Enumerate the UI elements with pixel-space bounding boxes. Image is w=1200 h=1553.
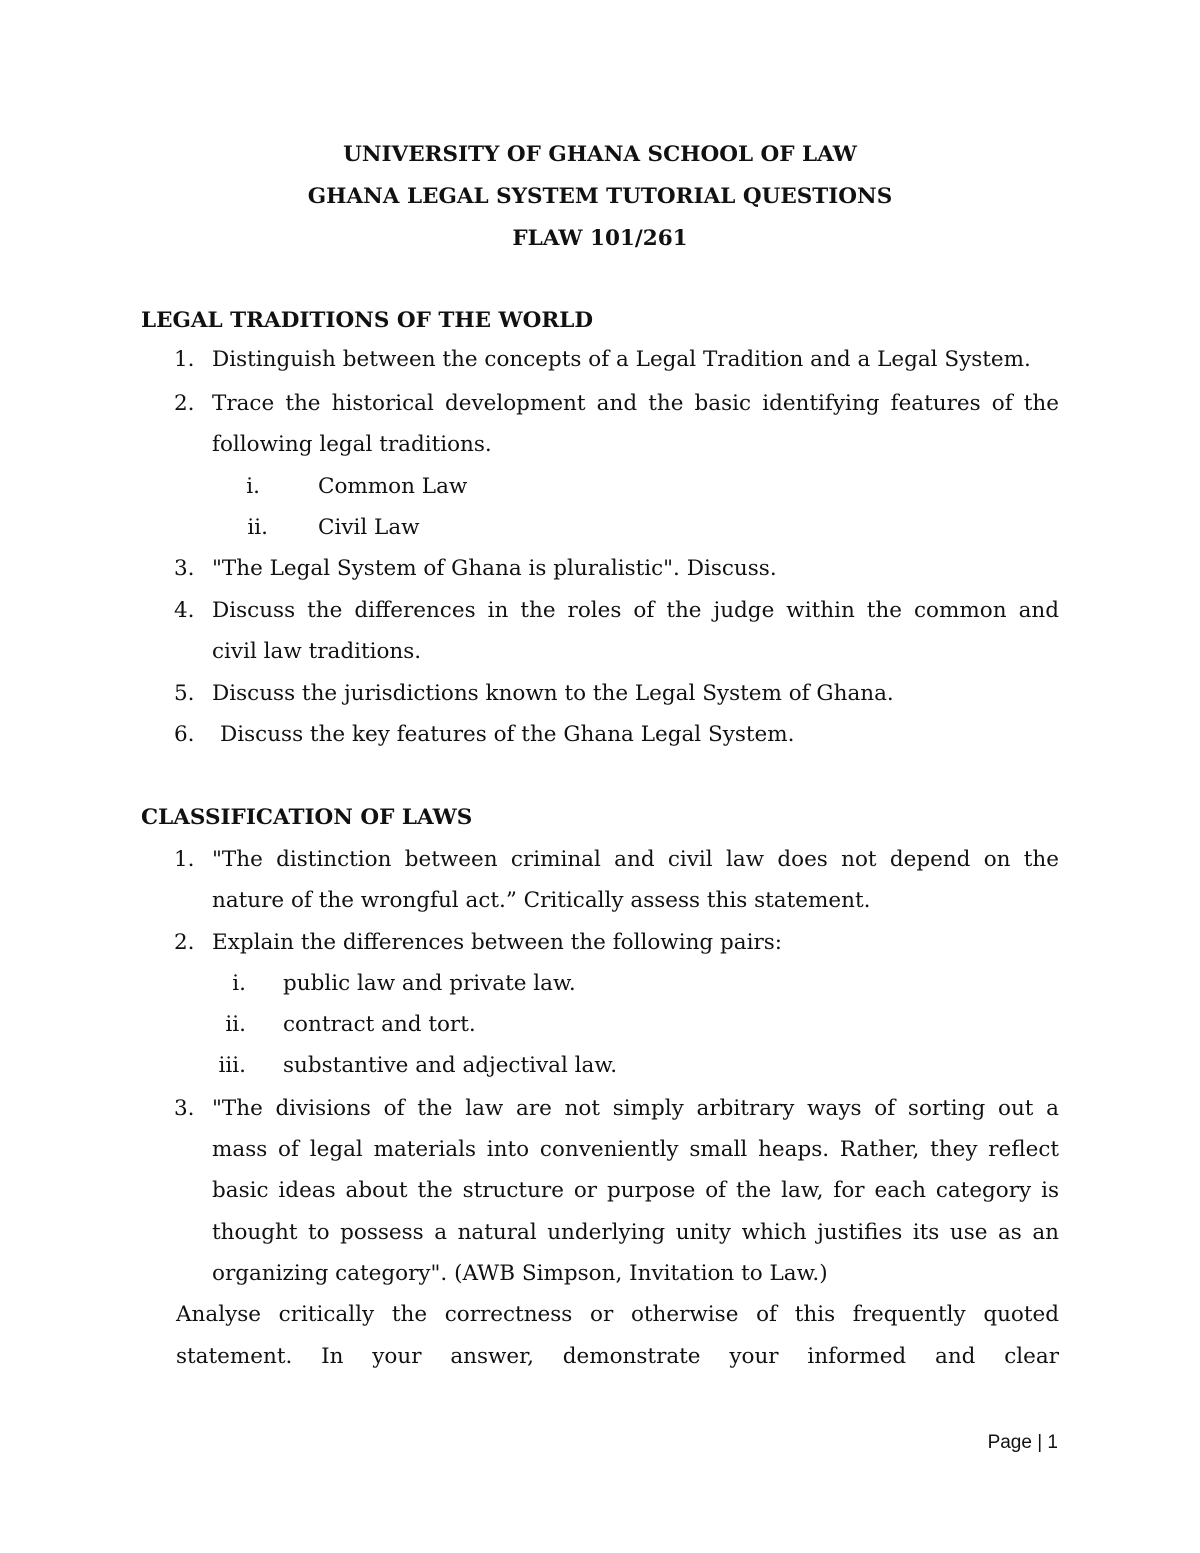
list-item-text: thought to possess a natural underlying unity which justifies its use as an [212, 1220, 1059, 1245]
page-number: Page | 1 [987, 1432, 1058, 1453]
list-item-text: organizing category". (AWB Simpson, Invitation to Law.) [212, 1261, 828, 1286]
university-title: UNIVERSITY OF GHANA SCHOOL OF LAW [343, 142, 857, 167]
list-item-text: "The divisions of the law are not simply arbitrary ways of sorting out a [212, 1096, 1059, 1121]
list-item-text: Trace the historical development and the basic identifying features of the [212, 391, 1059, 416]
section-heading-classification: CLASSIFICATION OF LAWS [141, 805, 473, 830]
list-item-text: mass of legal materials into conveniently small heaps. Rather, they reflect [212, 1137, 1059, 1162]
list-item-text: "The distinction between criminal and civil law does not depend on the [212, 847, 1059, 872]
list-item-text: civil law traditions. [212, 639, 422, 664]
list-item-text: nature of the wrongful act.” Critically assess this statement. [212, 888, 871, 913]
course-code: FLAW 101/261 [512, 226, 688, 251]
paragraph-line: statement. In your answer, demonstrate your informed and clear [176, 1344, 1059, 1369]
paragraph-line: Analyse critically the correctness or otherwise of this frequently quoted [176, 1302, 1059, 1327]
list-item-text: basic ideas about the structure or purpose of the law, for each category is [212, 1178, 1059, 1203]
section-heading-legal-traditions: LEGAL TRADITIONS OF THE WORLD [141, 308, 594, 333]
list-item-text: following legal traditions. [212, 432, 492, 457]
list-item-text: Discuss the differences in the roles of the judge within the common and [212, 598, 1059, 623]
course-title: GHANA LEGAL SYSTEM TUTORIAL QUESTIONS [307, 184, 893, 209]
document-page: UNIVERSITY OF GHANA SCHOOL OF LAW GHANA LEGAL SYSTEM TUTORIAL QUESTIONS FLAW 101/261 LEGAL TRADITIONS OF THE WORLD 1. Distinguish between the concepts of a Legal Tradition and a Legal System. 2. Trace the historical development and the basic identifying features of the following legal traditions. i. Common Law ii. Civil Law 3. "The Legal System of Ghana is pluralistic". Discuss. 4. Discuss the differences in the roles of the judge within the common and civil law traditions. 5. Discuss the jurisdictions known to the Legal System of Ghana. 6. Discuss the key features of the Ghana Legal System. CLASSIFICATION OF LAWS 1. "The distinction between criminal and civil law does not depend on the nature of the wrongful act.” Critically assess this statement. 2. Explain the differences between the following pairs: i. public law and private law. ii. contract and tort. iii. substantive and adjectival law. 3. "The divisions of the law are not simply arbitrary ways of sorting out a mass of legal materials into conveniently small heaps. Rather, they reflect basic ideas about the structure or purpose of the law, for each category is thought to possess a natural underlying unity which justifies its use as an organizing category". (AWB Simpson, Invitation to Law.) Analyse critically the correctness or otherwise of this frequently quoted statement. In your answer, demonstrate your informed and clear Page | 1 [0, 0, 1200, 1553]
